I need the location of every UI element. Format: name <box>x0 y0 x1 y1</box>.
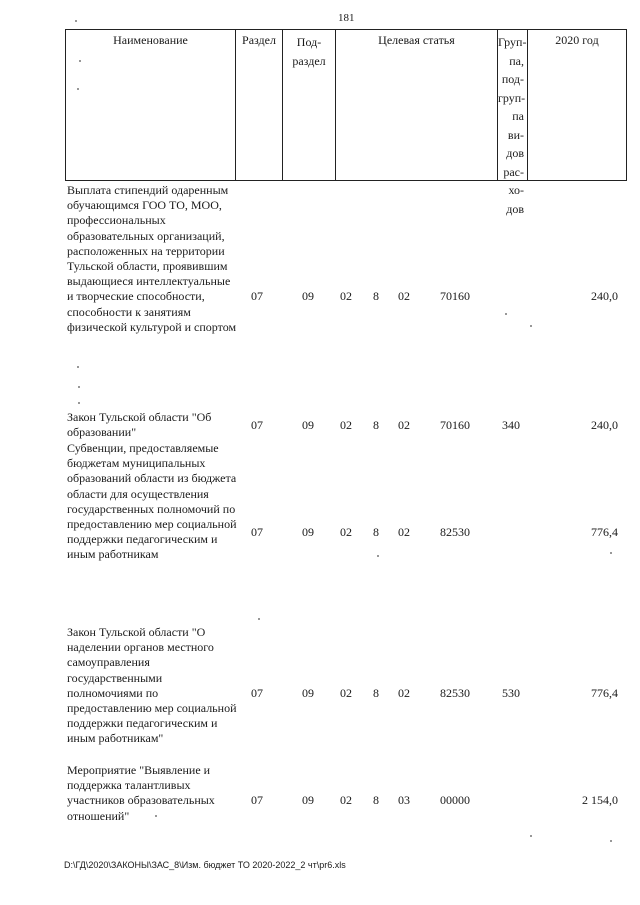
scan-speck <box>78 386 80 388</box>
scan-speck <box>505 313 507 315</box>
row-target-direction: 70160 <box>440 418 470 432</box>
header-razdel: Раздел <box>242 33 276 47</box>
row-target-program: 02 <box>340 418 352 432</box>
header-target-cell <box>335 29 497 181</box>
row-target-subprogram: 02 <box>398 525 410 539</box>
row-target-direction: 70160 <box>440 289 470 303</box>
row-amount: 2 154,0 <box>582 793 618 807</box>
row-target-type: 8 <box>373 686 379 700</box>
row-target-direction: 82530 <box>440 525 470 539</box>
scan-speck <box>79 60 81 62</box>
row-amount: 240,0 <box>591 289 618 303</box>
row-razdel: 07 <box>251 289 263 303</box>
header-year: 2020 год <box>555 33 599 47</box>
row-podrazdel: 09 <box>302 525 314 539</box>
row-razdel: 07 <box>251 686 263 700</box>
row-podrazdel: 09 <box>302 289 314 303</box>
row-target-direction: 82530 <box>440 686 470 700</box>
scan-speck <box>530 835 532 837</box>
row-amount: 776,4 <box>591 686 618 700</box>
row-razdel: 07 <box>251 793 263 807</box>
row-target-type: 8 <box>373 525 379 539</box>
row-target-type: 8 <box>373 418 379 432</box>
row-podrazdel: 09 <box>302 418 314 432</box>
row-podrazdel: 09 <box>302 686 314 700</box>
row-target-type: 8 <box>373 289 379 303</box>
header-name: Наименование <box>113 33 188 47</box>
row-description: Закон Тульской области "О наделении органов местного самоуправления государственными полномочиями по предоставлению мер социальной поддержки педагогическим и иным работникам" <box>67 625 237 746</box>
row-target-subprogram: 02 <box>398 289 410 303</box>
header-year-cell <box>527 29 627 181</box>
scan-speck <box>75 20 77 22</box>
header-podrazdel-cell <box>282 29 335 181</box>
scan-speck <box>258 618 260 620</box>
row-target-program: 02 <box>340 289 352 303</box>
scan-speck <box>610 552 612 554</box>
scan-speck <box>610 840 612 842</box>
scan-speck <box>530 325 532 327</box>
header-vid-cell <box>497 29 527 216</box>
row-target-subprogram: 03 <box>398 793 410 807</box>
row-razdel: 07 <box>251 418 263 432</box>
row-target-subprogram: 02 <box>398 418 410 432</box>
row-description: Субвенции, предоставляемые бюджетам муниципальных образований области из бюджета области для осуществления государственных полномочий по предоставлению мер социальной поддержки педагогическим и иным работникам <box>67 441 237 562</box>
header-podrazdel: Под- раздел <box>292 35 326 68</box>
scan-speck <box>77 366 79 368</box>
row-description: Выплата стипендий одаренным обучающимся ГОО ТО, МОО, профессиональных образовательных организаций, расположенных на территории Тульской области, проявившим выдающиеся интеллектуальные и творческие способности, способности к занятиям физической культурой и спортом <box>67 183 237 334</box>
header-razdel-cell <box>235 29 282 181</box>
scan-speck <box>377 555 379 557</box>
row-target-program: 02 <box>340 525 352 539</box>
row-amount: 776,4 <box>591 525 618 539</box>
scan-speck <box>78 402 80 404</box>
row-description: Закон Тульской области "Об образовании" <box>67 410 212 440</box>
row-target-program: 02 <box>340 793 352 807</box>
row-podrazdel: 09 <box>302 793 314 807</box>
page-number: 181 <box>338 12 355 24</box>
row-target-type: 8 <box>373 793 379 807</box>
row-target-subprogram: 02 <box>398 686 410 700</box>
row-description: Мероприятие "Выявление и поддержка талантливых участников образовательных отношений" <box>67 763 215 823</box>
row-amount: 240,0 <box>591 418 618 432</box>
row-target-program: 02 <box>340 686 352 700</box>
footer-file-path: D:\ГД\2020\ЗАКОНЫ\ЗАС_8\Изм. бюджет ТО 2020-2022_2 чт\pr6.xls <box>64 860 346 870</box>
header-target: Целевая статья <box>378 33 455 47</box>
row-vid: 340 <box>502 418 520 432</box>
scan-speck <box>155 815 157 817</box>
header-vid: Груп- па, под- груп- па ви- дов рас- хо- дов <box>498 35 527 216</box>
row-razdel: 07 <box>251 525 263 539</box>
row-target-direction: 00000 <box>440 793 470 807</box>
header-name-cell <box>65 29 235 181</box>
row-vid: 530 <box>502 686 520 700</box>
scan-speck <box>77 88 79 90</box>
